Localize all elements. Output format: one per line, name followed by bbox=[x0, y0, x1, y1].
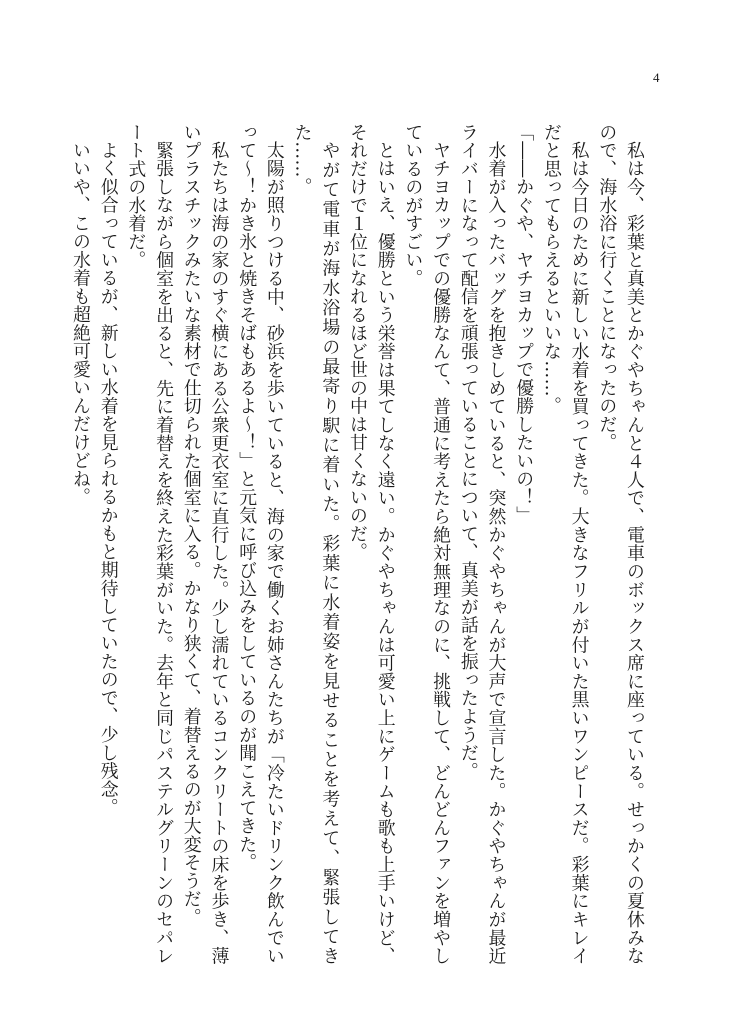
paragraph: やがて電車が海水浴場の最寄り駅に着いた。彩葉に水着姿を見せることを考えて、緊張してきた……。 bbox=[291, 123, 341, 965]
paragraph: 太陽が照りつける中、砂浜を歩いていると、海の家で働くお姉さんたちが「冷たいドリンク飲んでいって～！かき氷と焼きそばもあるよ～！」と元気に呼び込みをしているのが聞こえてきた。 bbox=[236, 123, 285, 965]
paragraph: 緊張しながら個室を出ると、先に着替えを終えた彩葉がいた。去年と同じパステルグリーンのセパレート式の水着だ。 bbox=[125, 123, 175, 965]
paragraph: よく似合っているが、新しい水着を見られるかもと期待していたので、少し残念。 bbox=[97, 140, 119, 817]
paragraph: 水着が入ったバッグを抱きしめていると、突然かぐやちゃんが大声で宣言した。かぐやちゃんが最近ライバーになって配信を頑張っていることについて、真美が話を振ったようだ。 bbox=[457, 123, 507, 965]
paragraph: いいや、この水着も超絶可愛いんだけどね。 bbox=[69, 140, 91, 507]
paragraph: 私は今、彩葉と真美とかぐやちゃんと４人で、電車のボックス席に座っている。せっかくの夏休みなので、海水浴に行くことになったのだ。 bbox=[596, 123, 645, 965]
paragraph: 私たちは海の家のすぐ横にある公衆更衣室に直行した。少し濡れているコンクリートの床を歩き、薄いプラスチックみたいな素材で仕切られた個室に入る。かなり狭くて、着替えるのが大変そうだ。 bbox=[180, 123, 230, 965]
dialogue-paragraph: 「――かぐや、ヤチヨカップで優勝したいの！」 bbox=[513, 123, 535, 525]
paragraph: とはいえ、優勝という栄誉は果てしなく遠い。かぐやちゃんは可愛い上にゲームも歌も上手いけど、それだけで１位になれるほど世の中は甘くないのだ。 bbox=[346, 123, 396, 965]
paragraph: 私は今日のために新しい水着を買ってきた。大きなフリルが付いた黒いワンピースだ。彩葉にキレイだと思ってもらえるといいな……。 bbox=[540, 123, 590, 965]
page-number: 4 bbox=[653, 70, 660, 85]
novel-text-body bbox=[66, 123, 648, 965]
paragraph: ヤチヨカップでの優勝なんて、普通に考えたら絶対無理なのに、挑戦して、どんどんファンを増やしているのがすごい。 bbox=[402, 123, 452, 965]
